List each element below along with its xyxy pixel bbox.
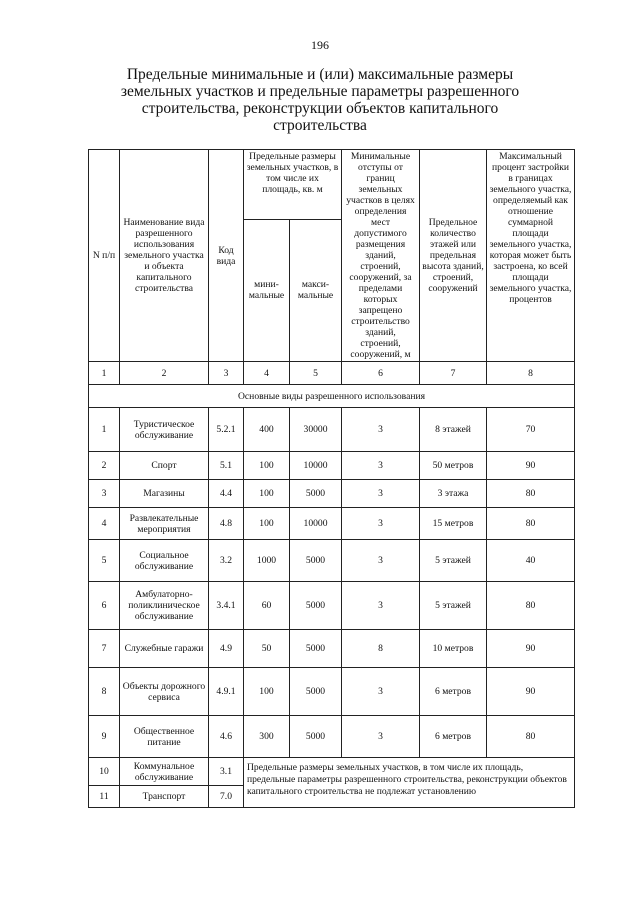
cell-min: 50 [244,630,290,668]
cell-name: Социальное обслуживание [120,540,209,582]
cell-name: Транспорт [120,786,209,808]
merged-note: Предельные размеры земельных участков, в том числе их площадь, предельные параметры разрешенного строительства, реконструкции объектов капитального строительства не подлежат установлению [244,758,575,808]
column-number-row [89,362,575,385]
cell-code: 3.2 [209,540,244,582]
table-row [89,630,575,668]
cell-coverage: 80 [487,716,575,758]
table-row [89,408,575,452]
column-number: 4 [244,362,290,385]
cell-max: 5000 [290,582,342,630]
cell-min: 100 [244,668,290,716]
cell-n: 6 [89,582,120,630]
cell-n: 8 [89,668,120,716]
cell-name: Туристическое обслуживание [120,408,209,452]
cell-max: 10000 [290,452,342,480]
cell-max: 5000 [290,480,342,508]
cell-max: 5000 [290,716,342,758]
cell-n: 4 [89,508,120,540]
cell-name: Объекты дорожного сервиса [120,668,209,716]
table-row [89,582,575,630]
cell-floors: 15 метров [420,508,487,540]
cell-coverage: 80 [487,480,575,508]
cell-min: 1000 [244,540,290,582]
cell-floors: 10 метров [420,630,487,668]
header-code: Код вида [209,150,244,362]
cell-floors: 6 метров [420,716,487,758]
column-number: 6 [342,362,420,385]
cell-name: Спорт [120,452,209,480]
cell-n: 5 [89,540,120,582]
cell-setback: 3 [342,408,420,452]
column-number: 1 [89,362,120,385]
cell-code: 4.6 [209,716,244,758]
cell-floors: 8 этажей [420,408,487,452]
header-setback: Минимальные отступы от границ земельных участков в целях определения мест допустимого размещения зданий, строений, сооружений, за пределами которых запрещено строительство зданий, строений, сооружений, м [342,150,420,362]
cell-setback: 8 [342,630,420,668]
cell-max: 5000 [290,668,342,716]
cell-coverage: 80 [487,508,575,540]
cell-max: 10000 [290,508,342,540]
cell-floors: 3 этажа [420,480,487,508]
cell-n: 9 [89,716,120,758]
cell-code: 3.4.1 [209,582,244,630]
cell-min: 300 [244,716,290,758]
column-number: 5 [290,362,342,385]
cell-setback: 3 [342,508,420,540]
table-row [89,716,575,758]
cell-floors: 5 этажей [420,582,487,630]
table-row [89,452,575,480]
header-min: мини-мальные [244,219,290,361]
header-max: макси-мальные [290,219,342,361]
table-row [89,480,575,508]
page-number: 196 [311,38,329,52]
cell-n: 10 [89,758,120,786]
column-number: 8 [487,362,575,385]
cell-n: 3 [89,480,120,508]
cell-n: 7 [89,630,120,668]
cell-floors: 6 метров [420,668,487,716]
cell-min: 100 [244,480,290,508]
table-row [89,508,575,540]
cell-max: 5000 [290,630,342,668]
cell-name: Амбулаторно-поликлиническое обслуживание [120,582,209,630]
cell-code: 4.8 [209,508,244,540]
cell-min: 400 [244,408,290,452]
cell-name: Развлекательные мероприятия [120,508,209,540]
cell-n: 11 [89,786,120,808]
cell-setback: 3 [342,716,420,758]
cell-coverage: 90 [487,630,575,668]
table-row [89,668,575,716]
cell-n: 2 [89,452,120,480]
cell-setback: 3 [342,480,420,508]
cell-coverage: 90 [487,668,575,716]
cell-floors: 50 метров [420,452,487,480]
cell-code: 4.9.1 [209,668,244,716]
cell-code: 4.4 [209,480,244,508]
header-floors: Предельное количество этажей или предельная высота зданий, строений, сооружений [420,150,487,362]
column-number: 2 [120,362,209,385]
cell-name: Общественное питание [120,716,209,758]
cell-coverage: 90 [487,452,575,480]
cell-code: 4.9 [209,630,244,668]
cell-min: 100 [244,452,290,480]
cell-code: 5.1 [209,452,244,480]
cell-n: 1 [89,408,120,452]
cell-name: Магазины [120,480,209,508]
header-sizes: Предельные размеры земельных участков, в том числе их площадь, кв. м [244,150,342,220]
cell-coverage: 70 [487,408,575,452]
parameters-table [88,149,575,808]
section-title: Основные виды разрешенного использования [89,385,575,408]
cell-name: Коммунальное обслуживание [120,758,209,786]
document-title: Предельные минимальные и (или) максимальные размеры земельных участков и предельные параметры разрешенного строительства, реконструкции объектов капитального строительства [120,66,520,134]
cell-code: 3.1 [209,758,244,786]
column-number: 3 [209,362,244,385]
table-row [89,540,575,582]
cell-name: Служебные гаражи [120,630,209,668]
cell-code: 5.2.1 [209,408,244,452]
cell-setback: 3 [342,540,420,582]
header-name: Наименование вида разрешенного использования земельного участка и объекта капитального строительства [120,150,209,362]
cell-min: 60 [244,582,290,630]
cell-coverage: 40 [487,540,575,582]
column-number: 7 [420,362,487,385]
cell-floors: 5 этажей [420,540,487,582]
cell-max: 30000 [290,408,342,452]
cell-coverage: 80 [487,582,575,630]
cell-setback: 3 [342,582,420,630]
cell-setback: 3 [342,668,420,716]
cell-min: 100 [244,508,290,540]
header-num: N п/п [89,150,120,362]
cell-setback: 3 [342,452,420,480]
cell-code: 7.0 [209,786,244,808]
cell-max: 5000 [290,540,342,582]
section-row [89,385,575,408]
header-row [89,150,575,220]
table-row [89,758,575,786]
header-coverage: Максимальный процент застройки в границах земельного участка, определяемый как отношение суммарной площади земельного участка, которая может быть застроена, ко всей площади земельного участка, процентов [487,150,575,362]
